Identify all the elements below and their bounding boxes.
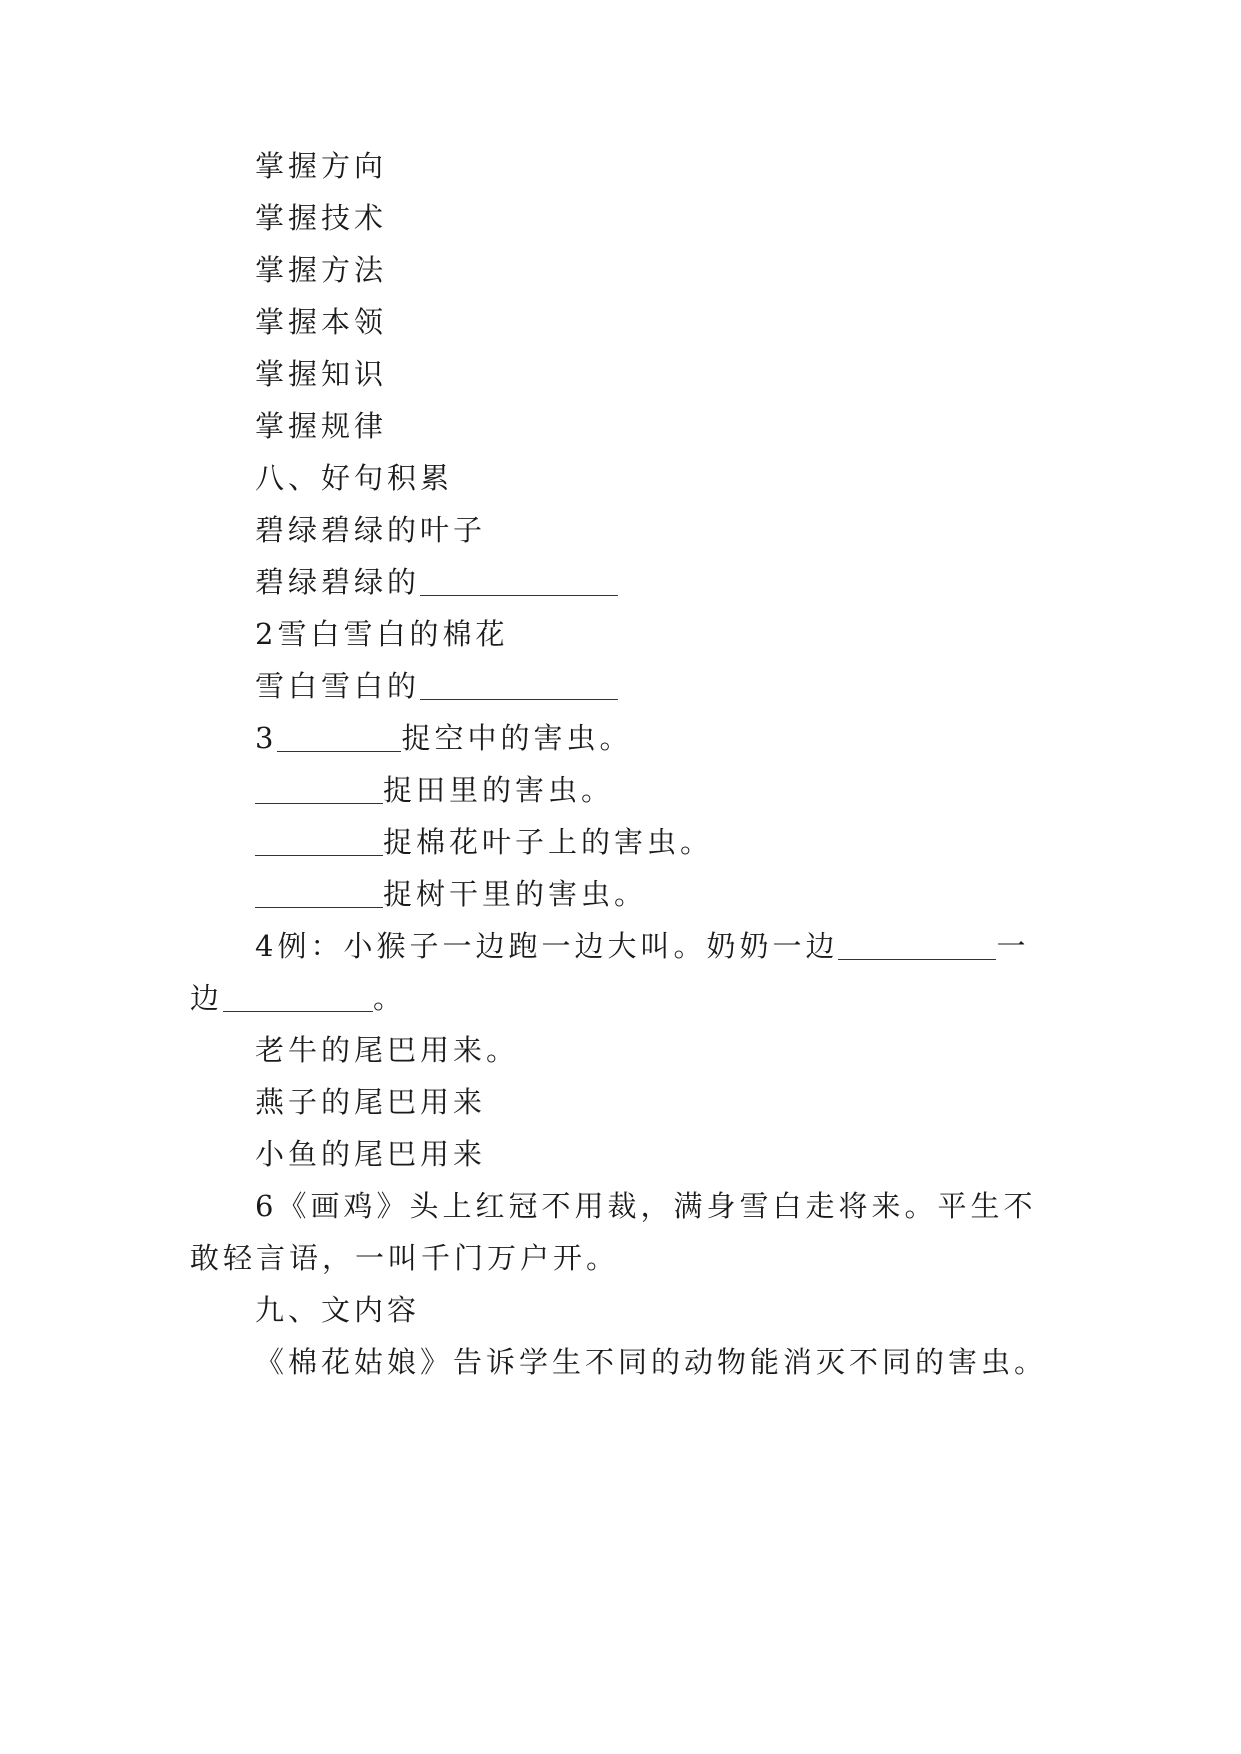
line-text: 碧绿碧绿的 (255, 565, 421, 599)
fill-blank-line (255, 562, 618, 602)
text-line: 掌握方向 (255, 149, 388, 183)
fill-blank-line (255, 718, 632, 758)
text-line: 2雪白雪白的棉花 (255, 617, 509, 651)
text-line: 6《画鸡》头上红冠不用裁，满身雪白走将来。平生不 (255, 1189, 1037, 1223)
line-text: 边 (190, 981, 224, 1015)
line-text: 捉田里的害虫。 (383, 773, 615, 807)
text-line: 《棉花姑娘》告诉学生不同的动物能消灭不同的害虫。 (255, 1345, 1048, 1379)
text-line: 掌握方法 (255, 253, 388, 287)
text-line: 燕子的尾巴用来 (255, 1085, 487, 1119)
fill-blank-line (255, 822, 713, 862)
blank-field[interactable] (838, 954, 996, 956)
fill-blank-line (255, 874, 647, 914)
blank-field[interactable] (255, 798, 383, 800)
blank-field[interactable] (420, 694, 618, 696)
blank-field[interactable] (277, 746, 401, 748)
section-heading: 九、文内容 (255, 1293, 421, 1327)
line-text: 3 (255, 721, 278, 755)
line-text: 捉棉花叶子上的害虫。 (383, 825, 714, 859)
blank-field[interactable] (255, 902, 383, 904)
text-line: 掌握本领 (255, 305, 388, 339)
section-heading: 八、好句积累 (255, 461, 454, 495)
line-text: 雪白雪白的 (255, 669, 421, 703)
blank-field[interactable] (223, 1006, 373, 1008)
fill-blank-line (190, 978, 406, 1018)
fill-blank-line (255, 770, 614, 810)
text-line: 掌握技术 (255, 201, 388, 235)
text-line: 敢轻言语，一叫千门万户开。 (190, 1241, 620, 1275)
line-text: 4例：小猴子一边跑一边大叫。奶奶一边 (255, 929, 839, 963)
line-text: 捉树干里的害虫。 (383, 877, 648, 911)
text-line: 掌握知识 (255, 357, 388, 391)
text-line: 掌握规律 (255, 409, 388, 443)
text-line: 老牛的尾巴用来。 (255, 1033, 520, 1067)
blank-field[interactable] (255, 850, 383, 852)
blank-field[interactable] (420, 590, 618, 592)
line-text: 一 (996, 929, 1030, 963)
fill-blank-line (255, 666, 618, 706)
line-text: 捉空中的害虫。 (401, 721, 633, 755)
text-line: 小鱼的尾巴用来 (255, 1137, 487, 1171)
fill-blank-line (255, 926, 1029, 966)
text-line: 碧绿碧绿的叶子 (255, 513, 487, 547)
line-text: 。 (373, 981, 407, 1015)
